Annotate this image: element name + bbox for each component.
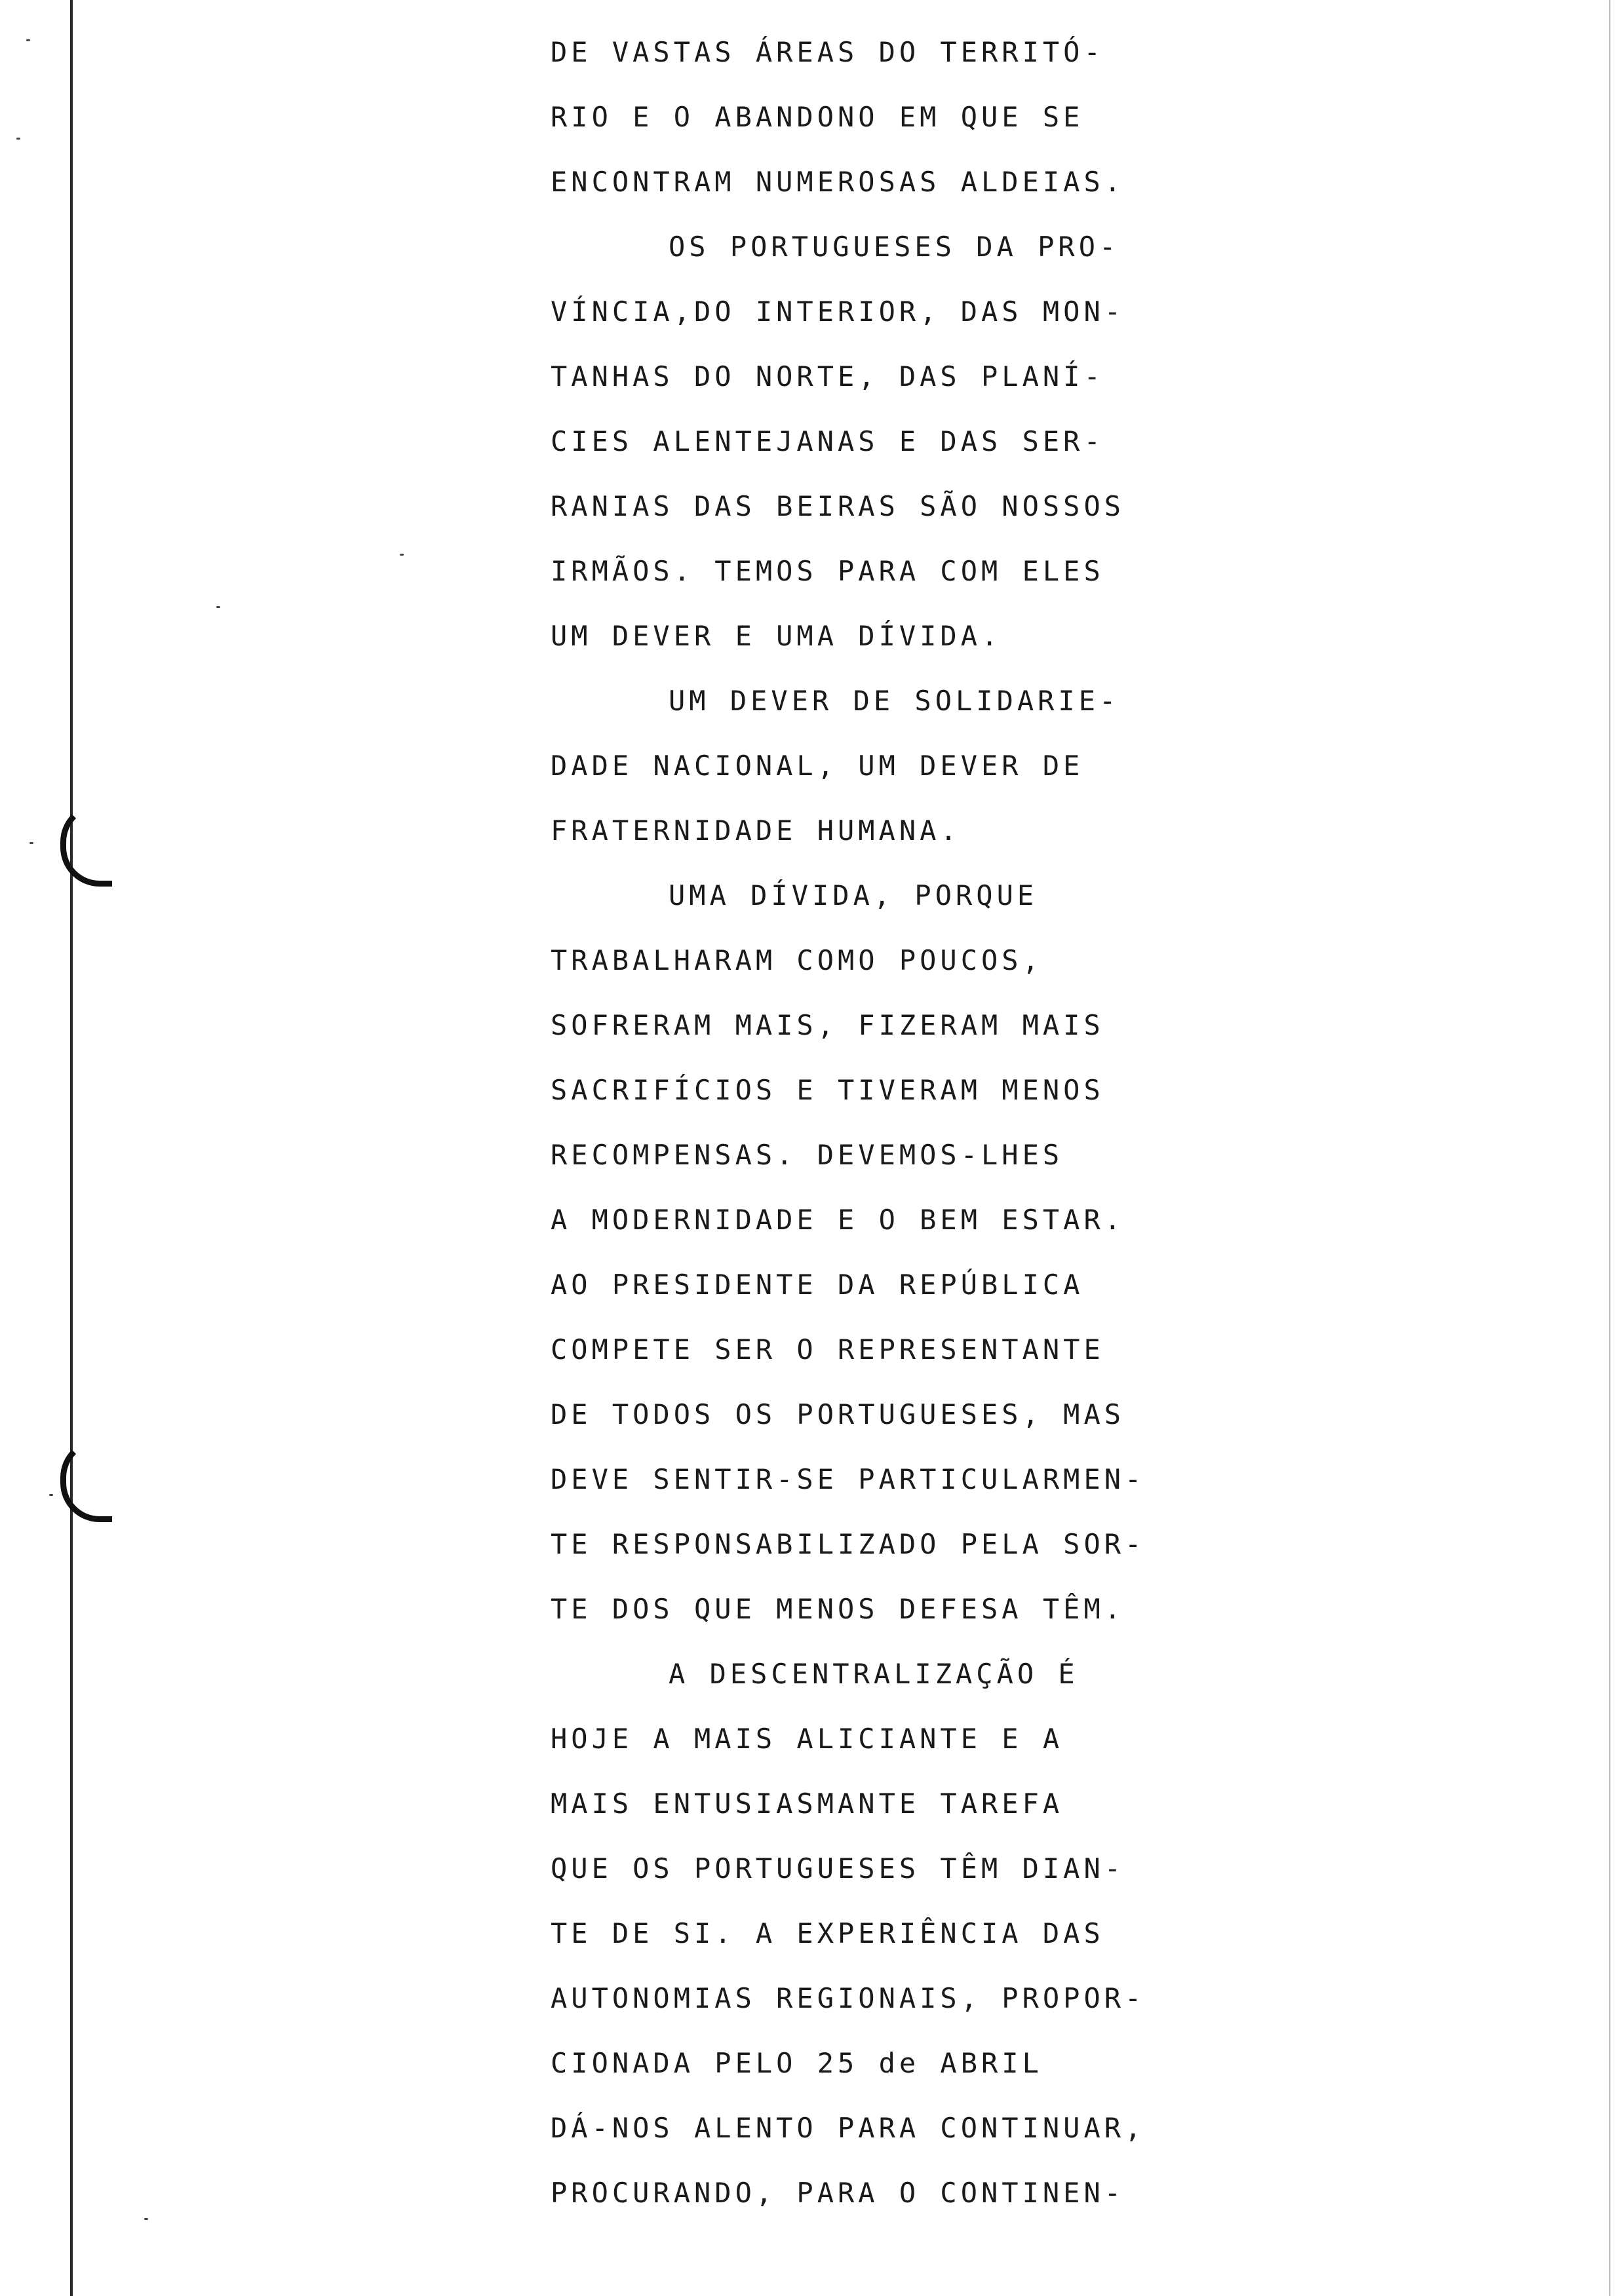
text-line: CIONADA PELO 25 de ABRIL (551, 2047, 1043, 2079)
text-line: QUE OS PORTUGUESES TÊM DIAN- (551, 1852, 1125, 1885)
text-line: TE DE SI. A EXPERIÊNCIA DAS (551, 1917, 1104, 1949)
scan-speck (16, 138, 20, 140)
scan-speck (26, 39, 30, 41)
text-line: RANIAS DAS BEIRAS SÃO NOSSOS (551, 490, 1125, 522)
scan-speck (49, 1494, 53, 1496)
text-line: DE TODOS OS PORTUGUESES, MAS (551, 1398, 1125, 1430)
text-line: SACRIFÍCIOS E TIVERAM MENOS (551, 1074, 1104, 1106)
typed-text-block (551, 20, 1206, 2225)
left-margin-rule (70, 0, 73, 2296)
text-line: UMA DÍVIDA, PORQUE (669, 879, 1038, 911)
text-line: OS PORTUGUESES DA PRO- (669, 231, 1120, 263)
text-line: DE VASTAS ÁREAS DO TERRITÓ- (551, 36, 1104, 68)
text-line: AO PRESIDENTE DA REPÚBLICA (551, 1269, 1084, 1301)
text-line: A MODERNIDADE E O BEM ESTAR. (551, 1204, 1125, 1236)
text-line: DÁ-NOS ALENTO PARA CONTINUAR, (551, 2112, 1146, 2144)
text-line: ENCONTRAM NUMEROSAS ALDEIAS. (551, 166, 1125, 198)
text-line: CIES ALENTEJANAS E DAS SER- (551, 425, 1104, 457)
text-line: COMPETE SER O REPRESENTANTE (551, 1333, 1104, 1366)
text-line: DEVE SENTIR-SE PARTICULARMEN- (551, 1463, 1146, 1495)
scan-speck (400, 554, 404, 556)
punch-hole-mark-bottom (60, 1438, 112, 1522)
text-line: RIO E O ABANDONO EM QUE SE (551, 101, 1084, 133)
text-line: PROCURANDO, PARA O CONTINEN- (551, 2177, 1125, 2209)
text-line: A DESCENTRALIZAÇÃO É (669, 1658, 1079, 1690)
text-line: TE RESPONSABILIZADO PELA SOR- (551, 1528, 1146, 1560)
text-line: TANHAS DO NORTE, DAS PLANÍ- (551, 360, 1104, 392)
scan-speck (144, 2218, 148, 2220)
text-line: DADE NACIONAL, UM DEVER DE (551, 750, 1084, 782)
right-edge-rule (1609, 0, 1610, 2296)
text-line: RECOMPENSAS. DEVEMOS-LHES (551, 1139, 1064, 1171)
text-line: IRMÃOS. TEMOS PARA COM ELES (551, 555, 1104, 587)
text-line: AUTONOMIAS REGIONAIS, PROPOR- (551, 1982, 1146, 2014)
text-line: TE DOS QUE MENOS DEFESA TÊM. (551, 1593, 1125, 1625)
text-line: UM DEVER DE SOLIDARIE- (669, 685, 1120, 717)
text-line: FRATERNIDADE HUMANA. (551, 814, 961, 847)
text-line: VÍNCIA,DO INTERIOR, DAS MON- (551, 296, 1125, 328)
punch-hole-mark-top (60, 803, 112, 887)
text-line: MAIS ENTUSIASMANTE TAREFA (551, 1788, 1064, 1820)
text-line: HOJE A MAIS ALICIANTE E A (551, 1723, 1064, 1755)
text-line: SOFRERAM MAIS, FIZERAM MAIS (551, 1009, 1104, 1041)
text-line: UM DEVER E UMA DÍVIDA. (551, 620, 1002, 652)
text-line: TRABALHARAM COMO POUCOS, (551, 944, 1043, 976)
scan-speck (29, 842, 33, 844)
scan-speck (216, 606, 220, 608)
